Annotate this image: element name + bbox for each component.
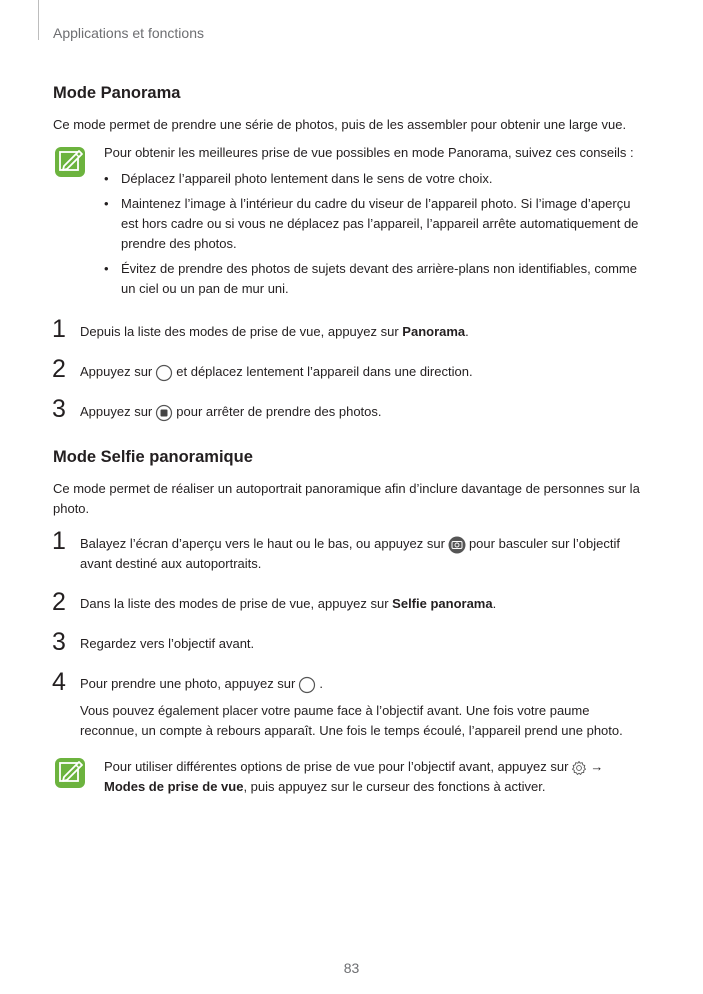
panorama-intro: Ce mode permet de prendre une série de photos, puis de les assembler pour obtenir une large vue.: [53, 117, 627, 132]
header-divider: [38, 0, 39, 40]
step-number: 2: [52, 355, 66, 383]
step-text: Regardez vers l’objectif avant.: [80, 636, 255, 651]
note-text-part: , puis appuyez sur le curseur des fonctions à activer.: [243, 779, 546, 794]
note-icon: [54, 757, 86, 789]
step-text-part: Depuis la liste des modes de prise de vue, appuyez sur: [80, 324, 403, 339]
shutter-button-icon: [155, 364, 173, 382]
step-text: [80, 534, 650, 574]
bullet-text: Maintenez l’image à l’intérieur du cadre du viseur de l’appareil photo. Si l’image d’aperçu est hors cadre ou si vous ne déplacez pas l’appareil, l’appareil arrête automatiquement de prendre des photos.: [121, 196, 639, 251]
step-text: [80, 402, 650, 422]
panorama-note-text: Pour obtenir les meilleures prise de vue possibles en mode Panorama, suivez ces conseils :: [104, 145, 634, 160]
step-text-part: Appuyez sur: [80, 364, 153, 379]
arrow-glyph: →: [590, 759, 604, 774]
step-bold-term: Panorama: [402, 324, 466, 339]
page-number: 83: [343, 960, 360, 976]
step-number: 1: [52, 315, 66, 343]
step-text: [80, 322, 650, 342]
step-text-part: .: [465, 324, 469, 339]
section-title-selfie-panorama: Mode Selfie panoramique: [53, 448, 253, 466]
step-text-part: Appuyez sur: [80, 404, 153, 419]
shutter-button-icon: [298, 676, 316, 694]
note-text-part: Pour utiliser différentes options de prise de vue pour l’objectif avant, appuyez sur: [104, 759, 569, 774]
bullet-dot: •: [104, 261, 109, 276]
selfie-panorama-intro: Ce mode permet de réaliser un autoportrait panoramique afin d’inclure davantage de personnes sur la photo.: [53, 481, 640, 516]
step-text-part: Balayez l’écran d’aperçu vers le haut ou le bas, ou appuyez sur: [80, 536, 445, 551]
step-text: [80, 674, 650, 694]
bullet-dot: •: [104, 196, 109, 211]
step-extra-text: Vous pouvez également placer votre paume face à l’objectif avant. Une fois votre paume reconnue, un compte à rebours apparaît. Une fois le temps écoulé, l’appareil prend une photo.: [80, 703, 623, 738]
bullet-dot: •: [104, 171, 109, 186]
selfie-note-text: [104, 757, 652, 797]
running-header: Applications et fonctions: [53, 25, 204, 41]
switch-camera-icon: [448, 536, 466, 554]
step-text-part: Pour prendre une photo, appuyez sur: [80, 676, 296, 691]
step-text: [80, 594, 650, 614]
step-number: 2: [52, 588, 66, 616]
note-icon: [54, 146, 86, 178]
section-title-panorama: Mode Panorama: [53, 84, 181, 102]
step-text-part: Dans la liste des modes de prise de vue, appuyez sur: [80, 596, 393, 611]
bullet-text: Déplacez l’appareil photo lentement dans le sens de votre choix.: [121, 171, 493, 186]
step-text-part: .: [492, 596, 497, 611]
bullet-text: Évitez de prendre des photos de sujets devant des arrière-plans non identifiables, comme un ciel ou un pan de mur uni.: [121, 261, 637, 296]
step-text-part: pour basculer sur l’objectif avant destiné aux autoportraits.: [80, 536, 620, 571]
step-number: 3: [52, 628, 66, 656]
step-text-part: et déplacez lentement l’appareil dans une direction.: [176, 364, 473, 379]
step-number: 3: [52, 395, 66, 423]
note-bold-term: Modes de prise de vue: [104, 779, 244, 794]
step-text: [80, 362, 650, 382]
step-bold-term: Selfie panorama: [392, 596, 493, 611]
gear-icon: [571, 760, 587, 776]
step-number: 1: [52, 527, 66, 555]
step-text-part: .: [319, 676, 323, 691]
stop-button-icon: [155, 404, 173, 422]
step-text-part: pour arrêter de prendre des photos.: [176, 404, 382, 419]
step-number: 4: [52, 668, 66, 696]
